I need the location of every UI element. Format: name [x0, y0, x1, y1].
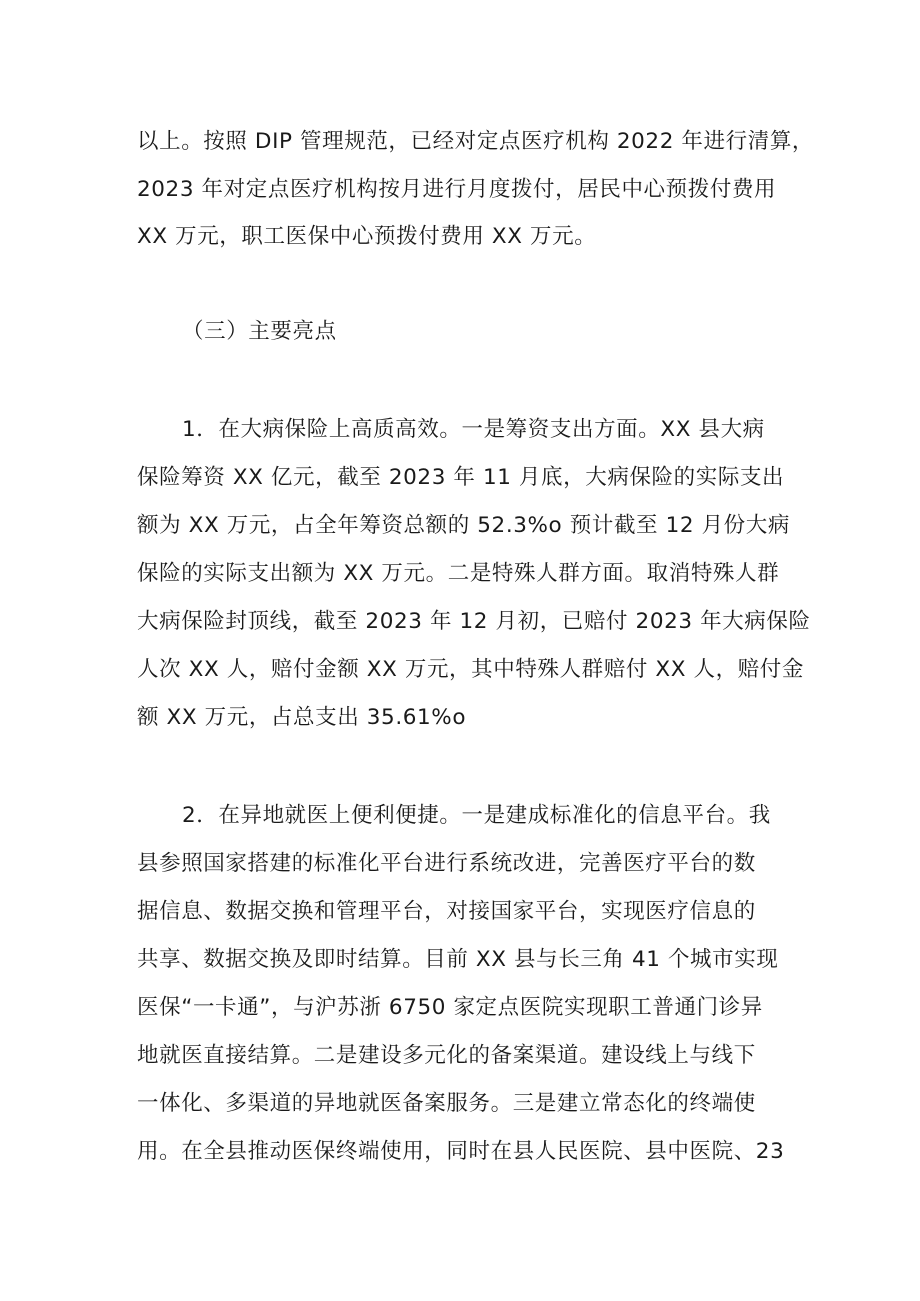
- text-line: 1．在大病保险上高质高效。一是筹资支出方面。XX 县大病: [182, 417, 765, 442]
- text-line: 保险筹资 XX 亿元，截至 2023 年 11 月底，大病保险的实际支出: [137, 465, 785, 490]
- text-line: 共享、数据交换及即时结算。目前 XX 县与长三角 41 个城市实现: [137, 947, 779, 972]
- heading-main-highlights: （三）主要亮点: [182, 319, 337, 344]
- text-line: XX 万元，职工医保中心预拨付费用 XX 万元。: [137, 224, 597, 249]
- text-line: 一体化、多渠道的异地就医备案服务。三是建立常态化的终端使: [137, 1091, 756, 1116]
- text-line: 地就医直接结算。二是建设多元化的备案渠道。建设线上与线下: [137, 1043, 756, 1068]
- text-line: 2023 年对定点医疗机构按月进行月度拨付，居民中心预拨付费用: [137, 177, 777, 202]
- text-line: 县参照国家搭建的标准化平台进行系统改进，完善医疗平台的数: [137, 851, 756, 876]
- text-line: 医保“一卡通”，与沪苏浙 6750 家定点医院实现职工普通门诊异: [137, 995, 763, 1020]
- text-line: 保险的实际支出额为 XX 万元。二是特殊人群方面。取消特殊人群: [137, 561, 780, 586]
- text-line: 据信息、数据交换和管理平台，对接国家平台，实现医疗信息的: [137, 899, 756, 924]
- text-line: 额 XX 万元，占总支出 35.61%o: [137, 705, 467, 730]
- text-line: 以上。按照 DIP 管理规范，已经对定点医疗机构 2022 年进行清算，: [137, 129, 815, 154]
- text-line: 用。在全县推动医保终端使用，同时在县人民医院、县中医院、23: [137, 1139, 785, 1164]
- text-line: 额为 XX 万元，占全年筹资总额的 52.3%o 预计截至 12 月份大病: [137, 513, 790, 538]
- text-line: 人次 XX 人，赔付金额 XX 万元，其中特殊人群赔付 XX 人，赔付金: [137, 657, 804, 682]
- text-line: 大病保险封顶线，截至 2023 年 12 月初，已赔付 2023 年大病保险: [137, 609, 811, 634]
- text-line: 2．在异地就医上便利便捷。一是建成标准化的信息平台。我: [182, 803, 771, 828]
